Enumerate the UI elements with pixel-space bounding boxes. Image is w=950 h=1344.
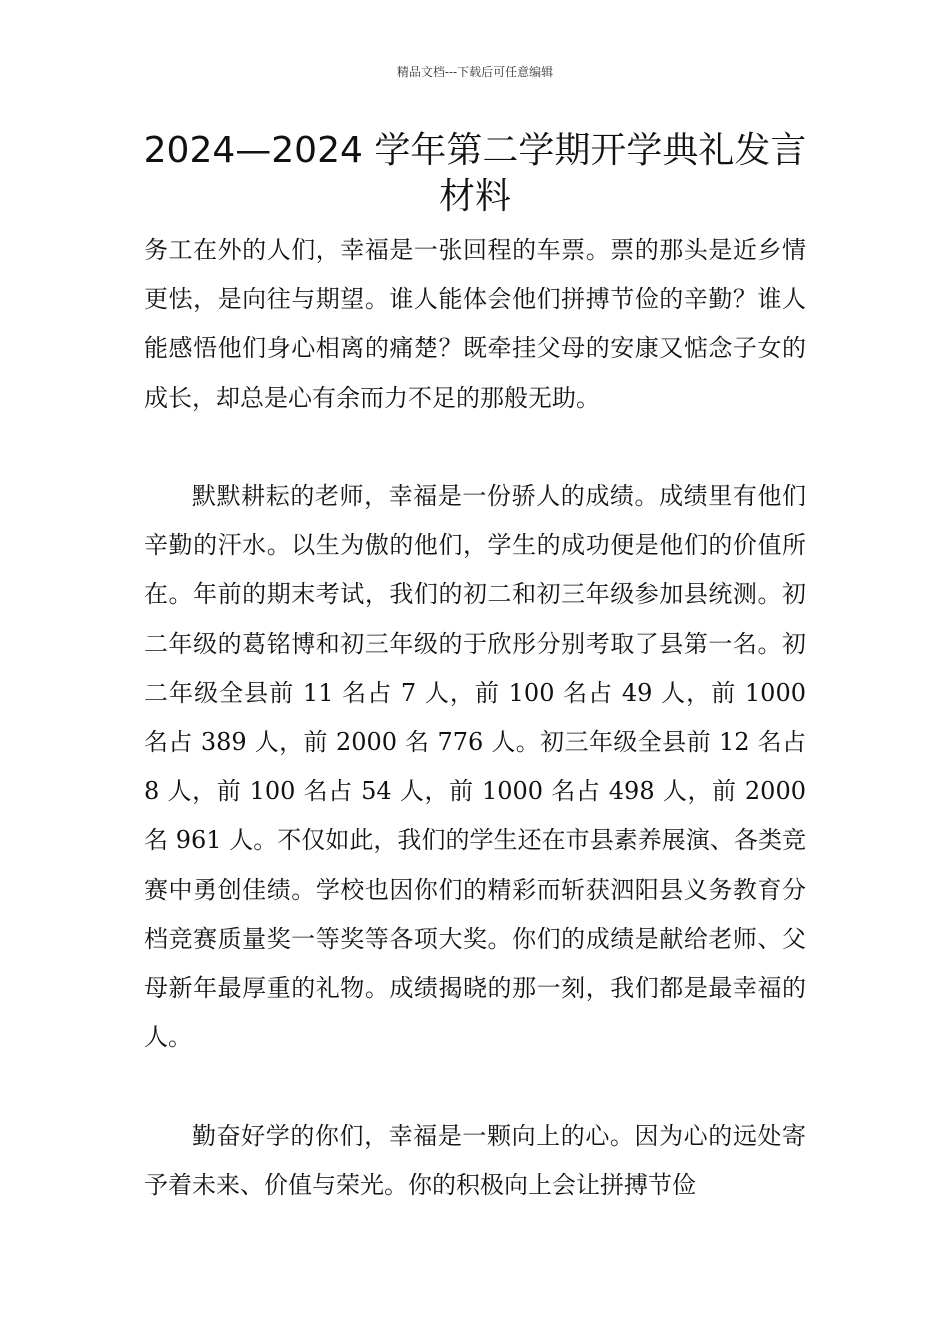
document-body [144,226,806,1210]
page-header-note: 精品文档---下载后可任意编辑 [396,65,554,79]
paragraph-spacer [144,423,806,472]
document-title: 2024—2024 学年第二学期开学典礼发言材料 [143,130,807,217]
paragraph-students: 勤奋好学的你们，幸福是一颗向上的心。因为心的远处寄予着未来、价值与荣光。你的积极向上会让拼搏节俭 [144,1121,806,1199]
paragraph-migrant-workers: 务工在外的人们，幸福是一张回程的车票。票的那头是近乡情更怯，是向往与期望。谁人能体会他们拼搏节俭的辛勤？谁人能感悟他们身心相离的痛楚？既牵挂父母的安康又惦念子女的成长，却总是心有余而力不足的那般无助。 [144,236,806,412]
paragraph-teachers: 默默耕耘的老师，幸福是一份骄人的成绩。成绩里有他们辛勤的汗水。以生为傲的他们，学生的成功便是他们的价值所在。年前的期末考试，我们的初二和初三年级参加县统测。初二年级的葛铭博和初三年级的于欣彤分别考取了县第一名。初二年级全县前 11 名占 7 人，前 100 名占 49 人，前 1000 名占 389 人，前 2000 名 776 人。初三年级全县前 12 名占 8 人，前 100 名占 54 人，前 1000 名占 498 人，前 2000 名 961 人。不仅如此，我们的学生还在市县素养展演、各类竞赛中勇创佳绩。学校也因你们的精彩而斩获泗阳县义务教育分档竞赛质量奖一等奖等各项大奖。你们的成绩是献给老师、父母新年最厚重的礼物。成绩揭晓的那一刻，我们都是最幸福的人。 [144,482,806,1052]
paragraph-spacer [144,1062,806,1111]
